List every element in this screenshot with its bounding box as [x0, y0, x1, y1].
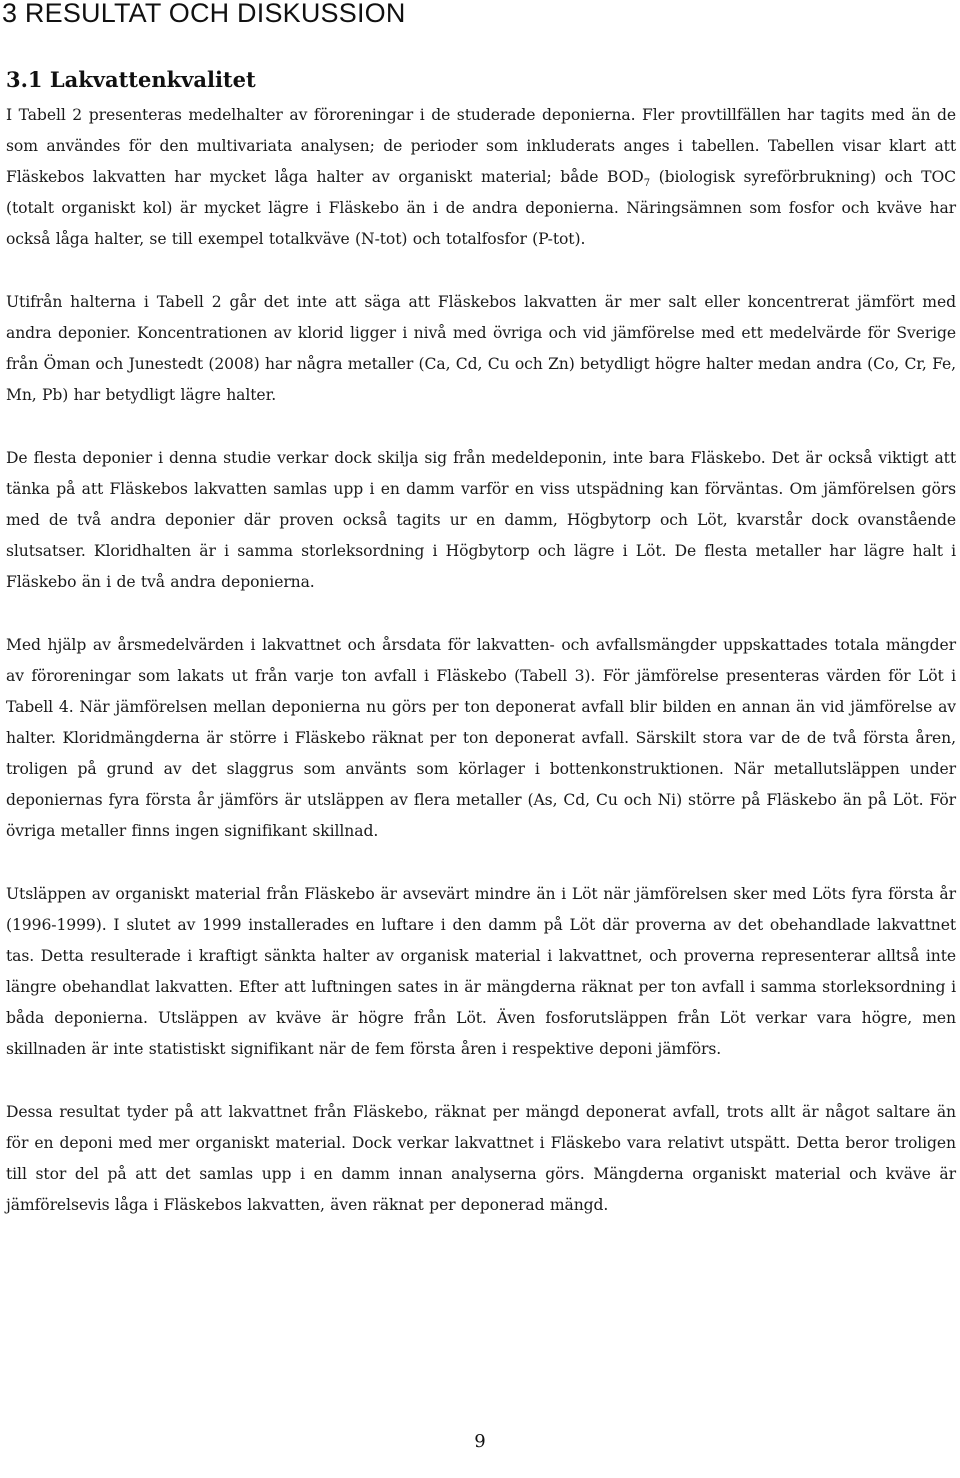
body-text: [6, 100, 956, 1253]
paragraph-1-part-a: I Tabell 2 presenteras medelhalter av föroreningar i de studerade deponierna. Fler provtillfällen har tagits med än de som användes för den multivariata analysen; de perioder som inkluderats anges i tabellen. Tabellen visar klart att Fläskebos lakvatten har mycket låga halter av organiskt material; både BOD: [6, 106, 956, 186]
paragraph-5: Utsläppen av organiskt material från Fläskebo är avsevärt mindre än i Löt när jämförelsen sker med Löts fyra första år (1996-1999). I slutet av 1999 installerades en luftare i den damm på Löt där proverna av det obehandlade lakvattnet tas. Detta resulterade i kraftigt sänkta halter av organisk material i lakvattnet, och proverna representerar alltså inte längre obehandlat lakvatten. Efter att luftningen sates in är mängderna räknat per ton avfall i samma storleksordning i båda deponierna. Utsläppen av kväve är högre från Löt. Även fosforutsläppen från Löt verkar vara högre, men skillnaden är inte statistiskt signifikant när de fem första åren i respektive deponi jämförs.: [6, 885, 956, 1058]
section-title: 3.1 Lakvattenkvalitet: [6, 67, 256, 92]
paragraph-3: De flesta deponier i denna studie verkar dock skilja sig från medeldeponin, inte bara Fläskebo. Det är också viktigt att tänka på att Fläskebos lakvatten samlas upp i en damm varför en viss utspädning kan förväntas. Om jämförelsen görs med de två andra deponier där proven också tagits ur en damm, Högbytorp och Löt, kvarstår dock ovanstående slutsatser. Kloridhalten är i samma storleksordning i Högbytorp och lägre i Löt. De flesta metaller har lägre halt i Fläskebo än i de två andra deponierna.: [6, 449, 956, 591]
paragraph-4: Med hjälp av årsmedelvärden i lakvattnet och årsdata för lakvatten- och avfallsmängder uppskattades totala mängder av föroreningar som lakats ut från varje ton avfall i Fläskebo (Tabell 3). För jämförelse presenteras värden för Löt i Tabell 4. När jämförelsen mellan deponierna nu görs per ton deponerat avfall blir bilden en annan än vid jämförelse av halter. Kloridmängderna är större i Fläskebo räknat per ton deponerat avfall. Särskilt stora var de de två första åren, troligen på grund av det slaggrus som använts som körlager i bottenkonstruktionen. När metallutsläppen under deponiernas fyra första år jämförs är utsläppen av flera metaller (As, Cd, Cu och Ni) större på Fläskebo än på Löt. För övriga metaller finns ingen signifikant skillnad.: [6, 636, 956, 840]
paragraph-1: [6, 100, 956, 255]
chapter-title: 3 RESULTAT OCH DISKUSSION: [2, 0, 406, 28]
paragraph-2: Utifrån halterna i Tabell 2 går det inte att säga att Fläskebos lakvatten är mer salt eller koncentrerat jämfört med andra deponier. Koncentrationen av klorid ligger i nivå med övriga och vid jämförelse med ett medelvärde för Sverige från Öman och Junestedt (2008) har några metaller (Ca, Cd, Cu och Zn) betydligt högre halter medan andra (Co, Cr, Fe, Mn, Pb) har betydligt lägre halter.: [6, 293, 956, 404]
paragraph-1-part-b: (biologisk syreförbrukning) och TOC (totalt organiskt kol) är mycket lägre i Fläskebo än i de andra deponierna. Näringsämnen som fosfor och kväve har också låga halter, se till exempel totalkväve (N-tot) och totalfosfor (P-tot).: [6, 168, 956, 248]
page-number: 9: [474, 1431, 486, 1452]
bod-subscript: 7: [643, 178, 650, 190]
paragraph-6: Dessa resultat tyder på att lakvattnet från Fläskebo, räknat per mängd deponerat avfall, trots allt är något saltare än för en deponi med mer organiskt material. Dock verkar lakvattnet i Fläskebo vara relativt utspätt. Detta beror troligen till stor del på att det samlas upp i en damm innan analyserna görs. Mängderna organiskt material och kväve är jämförelsevis låga i Fläskebos lakvatten, även räknat per deponerad mängd.: [6, 1103, 956, 1214]
